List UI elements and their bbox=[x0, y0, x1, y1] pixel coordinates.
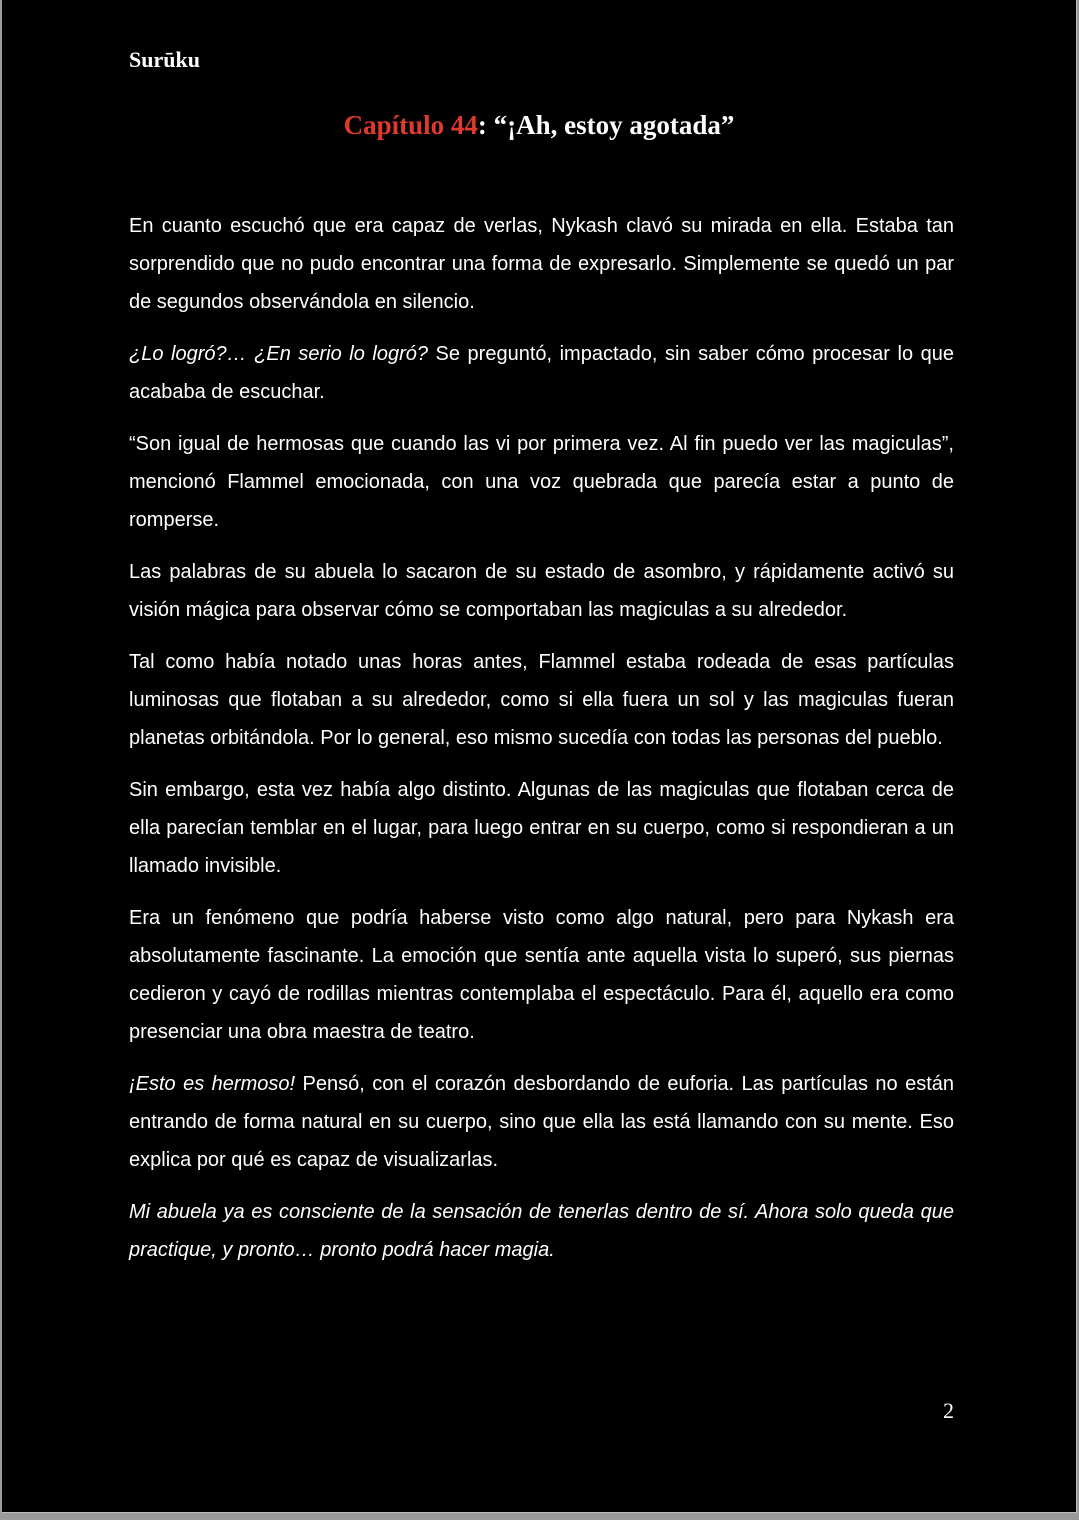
body-paragraph bbox=[129, 207, 954, 321]
paragraph-text: Las palabras de su abuela lo sacaron de su estado de asombro, y rápidamente activó su visión mágica para observar cómo se comportaban las magiculas a su alrededor. bbox=[129, 561, 954, 621]
page-number: 2 bbox=[943, 1398, 954, 1423]
italic-text: ¡Esto es hermoso! bbox=[129, 1073, 296, 1095]
chapter-body bbox=[129, 207, 954, 1283]
paragraph-text: Pensó, con el corazón desbordando de euforia. Las partículas no están entrando de forma natural en su cuerpo, sino que ella las está llamando con su mente. Eso explica por qué es capaz de visualizarlas. bbox=[129, 1073, 954, 1171]
chapter-title bbox=[2, 110, 1076, 141]
italic-text: Mi abuela ya es consciente de la sensación de tenerlas dentro de sí. Ahora solo queda que practique, y pronto… pronto podrá hacer magia. bbox=[129, 1201, 954, 1261]
paragraph-text: En cuanto escuchó que era capaz de verlas, Nykash clavó su mirada en ella. Estaba tan sorprendido que no pudo encontrar una forma de expresarlo. Simplemente se quedó un par de segundos observándola en silencio. bbox=[129, 215, 954, 313]
italic-text: ¿Lo logró?… ¿En serio lo logró? bbox=[129, 343, 428, 365]
body-paragraph bbox=[129, 1193, 954, 1269]
body-paragraph bbox=[129, 643, 954, 757]
paragraph-text: Se preguntó, impactado, sin saber cómo procesar lo que acababa de escuchar. bbox=[129, 343, 954, 403]
chapter-number: Capítulo 44 bbox=[343, 110, 478, 140]
chapter-name: “¡Ah, estoy agotada” bbox=[493, 110, 735, 140]
running-header: Surūku bbox=[129, 47, 200, 72]
paragraph-text: Sin embargo, esta vez había algo distinto. Algunas de las magiculas que flotaban cerca de ella parecían temblar en el lugar, para luego entrar en su cuerpo, como si respondieran a un llamado invisible. bbox=[129, 779, 954, 877]
body-paragraph bbox=[129, 899, 954, 1051]
paragraph-text: Era un fenómeno que podría haberse visto como algo natural, pero para Nykash era absolutamente fascinante. La emoción que sentía ante aquella vista lo superó, sus piernas cedieron y cayó de rodillas mientras contemplaba el espectáculo. Para él, aquello era como presenciar una obra maestra de teatro. bbox=[129, 907, 954, 1043]
paragraph-text: “Son igual de hermosas que cuando las vi por primera vez. Al fin puedo ver las magiculas”, mencionó Flammel emocionada, con una voz quebrada que parecía estar a punto de romperse. bbox=[129, 433, 954, 531]
chapter-title-separator: : bbox=[477, 110, 494, 140]
body-paragraph bbox=[129, 553, 954, 629]
body-paragraph bbox=[129, 771, 954, 885]
document-page bbox=[2, 0, 1077, 1513]
paragraph-text: Tal como había notado unas horas antes, Flammel estaba rodeada de esas partículas luminosas que flotaban a su alrededor, como si ella fuera un sol y las magiculas fueran planetas orbitándola. Por lo general, eso mismo sucedía con todas las personas del pueblo. bbox=[129, 651, 954, 749]
body-paragraph bbox=[129, 425, 954, 539]
body-paragraph bbox=[129, 335, 954, 411]
body-paragraph bbox=[129, 1065, 954, 1179]
